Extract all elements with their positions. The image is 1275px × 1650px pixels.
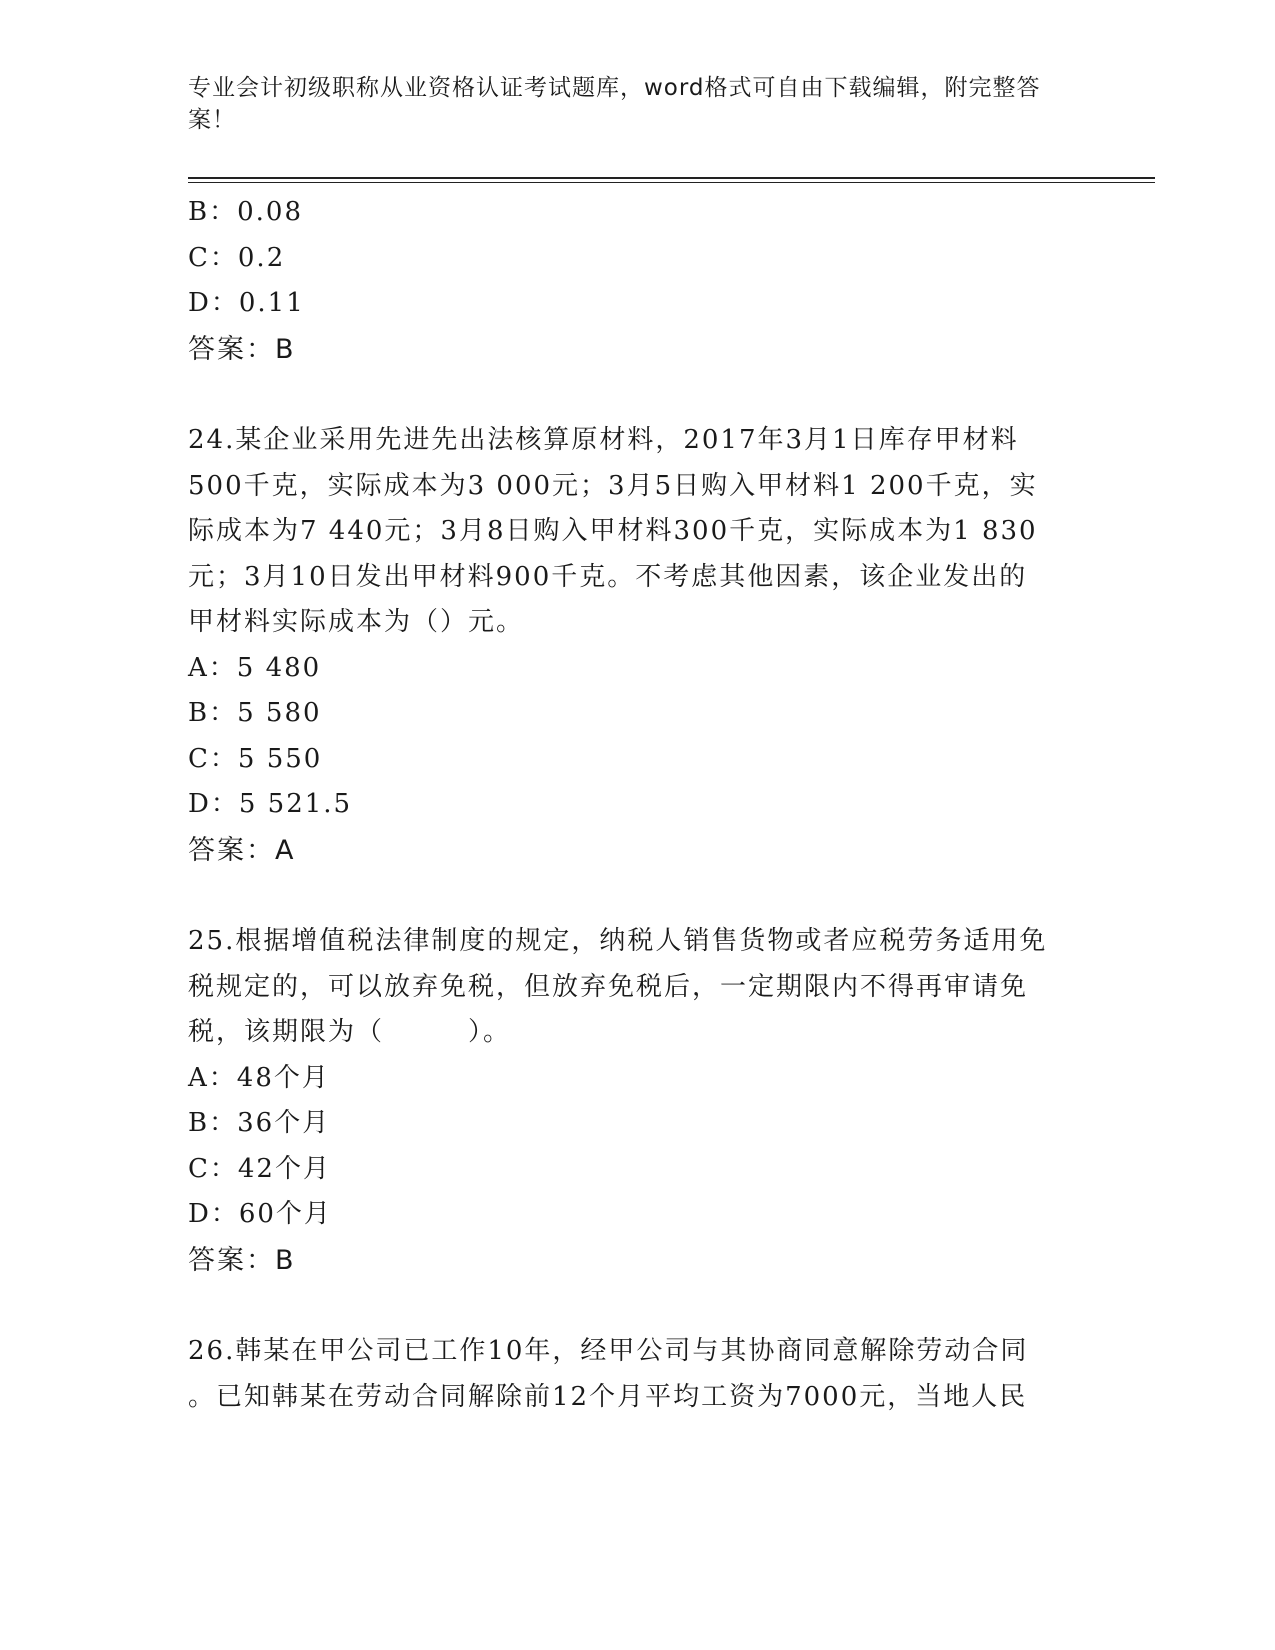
question-24 bbox=[188, 418, 1088, 873]
header-rule-thick bbox=[188, 177, 1155, 179]
q24-stem-line: 24.某企业采用先进先出法核算原材料，2017年3月1日库存甲材料 bbox=[188, 425, 1019, 455]
q24-stem-line: 甲材料实际成本为（）元。 bbox=[188, 607, 525, 637]
q26-stem-line: 。已知韩某在劳动合同解除前12个月平均工资为7000元，当地人民 bbox=[188, 1381, 1028, 1412]
q23-option-d: D：0.11 bbox=[188, 288, 305, 318]
q24-option-d: D：5 521.5 bbox=[188, 789, 353, 819]
header-line-2: 案！ bbox=[188, 107, 236, 133]
q23-option-c: C：0.2 bbox=[188, 242, 286, 273]
question-25 bbox=[188, 919, 1088, 1283]
spacer bbox=[188, 873, 1088, 919]
q25-option-d: D：60个月 bbox=[188, 1199, 332, 1229]
q24-option-c: C：5 550 bbox=[188, 743, 323, 774]
q24-answer: 答案：A bbox=[188, 834, 296, 866]
question-23 bbox=[188, 190, 1088, 372]
q26-stem-line: 26.韩某在甲公司已工作10年，经甲公司与其协商同意解除劳动合同 bbox=[188, 1336, 1029, 1366]
q24-stem-line: 元；3月10日发出甲材料900千克。不考虑其他因素，该企业发出的 bbox=[188, 561, 1028, 592]
q23-answer: 答案：B bbox=[188, 333, 296, 365]
header-rule-thin bbox=[188, 182, 1155, 183]
q23-option-b: B：0.08 bbox=[188, 197, 303, 227]
q25-stem-line: 税，该期限为（ ）。 bbox=[188, 1017, 512, 1047]
question-content bbox=[188, 190, 1088, 1420]
spacer bbox=[188, 372, 1088, 418]
spacer bbox=[188, 1283, 1088, 1329]
q24-option-a: A：5 480 bbox=[188, 652, 322, 683]
q25-option-c: C：42个月 bbox=[188, 1153, 331, 1184]
q24-option-b: B：5 580 bbox=[188, 698, 322, 728]
q25-option-b: B：36个月 bbox=[188, 1108, 331, 1138]
q24-stem-line: 际成本为7 440元；3月8日购入甲材料300千克，实际成本为1 830 bbox=[188, 516, 1038, 546]
question-26 bbox=[188, 1329, 1088, 1420]
header-line-1: 专业会计初级职称从业资格认证考试题库，word格式可自由下载编辑，附完整答 bbox=[188, 75, 1041, 101]
q25-stem-line: 25.根据增值税法律制度的规定，纳税人销售货物或者应税劳务适用免 bbox=[188, 926, 1048, 956]
q24-stem-line: 500千克，实际成本为3 000元；3月5日购入甲材料1 200千克，实 bbox=[188, 470, 1038, 501]
q25-stem-line: 税规定的，可以放弃免税，但放弃免税后，一定期限内不得再审请免 bbox=[188, 971, 1029, 1002]
q25-option-a: A：48个月 bbox=[188, 1062, 330, 1093]
q25-answer: 答案：B bbox=[188, 1244, 296, 1276]
page-header bbox=[188, 72, 1068, 136]
